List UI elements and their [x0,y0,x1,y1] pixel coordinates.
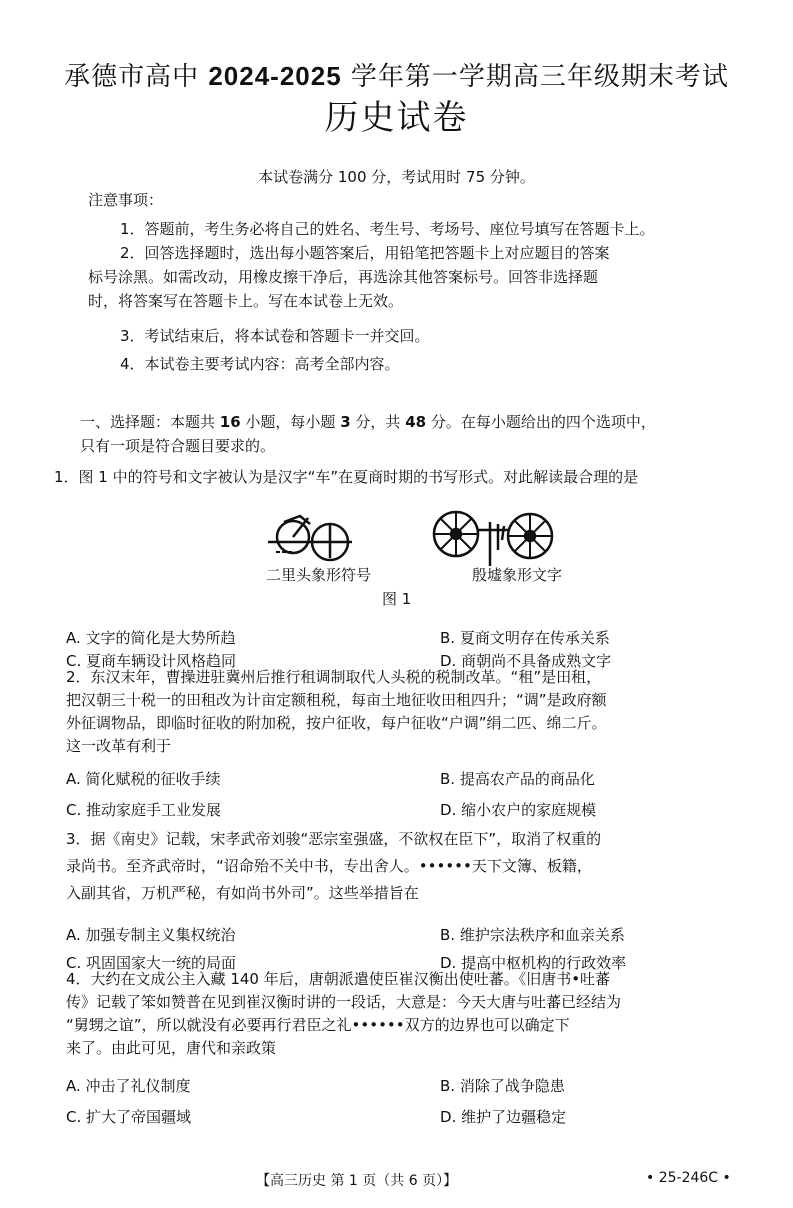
yinxu-chariot-icon [434,512,552,566]
exam-code: • 25-246C • [646,1170,731,1186]
page-footer: 【高三历史 第 1 页（共 6 页）】 [256,1173,458,1189]
q1-stem: 1．图 1 中的符号和文字被认为是汉字“车”在夏商时期的书写形式。对此解读最合理的是 [54,468,639,486]
figure-caption: 图 1 [382,590,412,608]
notice-2-cont: 标号涂黑。如需改动，用橡皮擦干净后，再选涂其他答案标号。回答非选择题 [88,268,599,286]
q3-option-c: C. 巩固国家大一统的局面 [66,954,237,972]
q2-line-4: 这一改革有利于 [66,737,172,755]
q2-option-c: C. 推动家庭手工业发展 [66,801,222,819]
q4-line-1: 4．大约在文成公主入藏 140 年后，唐朝派遣使臣崔汉衡出使吐蕃。《旧唐书•吐蕃 [66,970,611,988]
notice-2: 2．回答选择题时，选出每小题答案后，用铅笔把答题卡上对应题目的答案 [120,244,610,262]
chariot-figure [258,500,558,572]
q1-option-c: C. 夏商车辆设计风格趋同 [66,652,237,670]
notice-heading: 注意事项： [88,191,164,209]
q4-line-3: “舅甥之谊”，所以就没有必要再行君臣之礼••••••双方的边界也可以确定下 [66,1016,570,1034]
q2-option-d: D. 缩小农户的家庭规模 [440,801,597,819]
q2-line-2: 把汉朝三十税一的田租改为计亩定额租税，每亩土地征收田租四升；“调”是政府额 [66,691,607,709]
q1-option-d: D. 商朝尚不具备成熟文字 [440,652,612,670]
q4-option-a: A. 冲击了礼仪制度 [66,1077,191,1095]
q4-line-4: 来了。由此可见，唐代和亲政策 [66,1039,277,1057]
q3-option-b: B. 维护宗法秩序和血亲关系 [440,926,625,944]
notice-2-end: 时，将答案写在答题卡上。写在本试卷上无效。 [88,292,404,310]
exam-title: 承德市高中 2024-2025 学年第一学期高三年级期末考试 [64,61,729,92]
q3-line-3: 入副其省，万机严秘，有如尚书外司”。这些举措旨在 [66,884,419,902]
notice-4: 4．本试卷主要考试内容：高考全部内容。 [120,355,400,373]
section-heading: 一、选择题：本题共 16 小题，每小题 3 分，共 48 分。在每小题给出的四个选项中， [80,413,656,431]
exam-subtitle: 历史试卷 [324,98,469,138]
figure-label-yinxu: 殷墟象形文字 [472,566,563,584]
q4-option-b: B. 消除了战争隐患 [440,1077,565,1095]
q2-line-3: 外征调物品，即临时征收的附加税，按户征收，每户征收“户调”绢二匹、绵二斤。 [66,714,607,732]
q1-option-a: A. 文字的简化是大势所趋 [66,629,236,647]
q2-option-b: B. 提高农产品的商品化 [440,770,595,788]
q4-option-c: C. 扩大了帝国疆域 [66,1108,192,1126]
q3-option-a: A. 加强专制主义集权统治 [66,926,236,944]
q3-line-2: 录尚书。至齐武帝时，“诏命殆不关中书，专出舍人。••••••天下文簿、板籍， [66,857,592,875]
section-heading-2: 只有一项是符合题目要求的。 [80,437,276,455]
q1-option-b: B. 夏商文明存在传承关系 [440,629,610,647]
q4-option-d: D. 维护了边疆稳定 [440,1108,567,1126]
erlitou-chariot-icon [268,516,352,560]
figure-label-erlitou: 二里头象形符号 [266,566,372,584]
notice-1: 1．答题前，考生务必将自己的姓名、考生号、考场号、座位号填写在答题卡上。 [120,220,655,238]
q2-line-1: 2．东汉末年，曹操进驻冀州后推行租调制取代人头税的税制改革。“租”是田租， [66,668,602,686]
q3-line-1: 3．据《南史》记载，宋孝武帝刘骏“恶宗室强盛，不欲权在臣下”，取消了权重的 [66,830,602,848]
q2-option-a: A. 简化赋税的征收手续 [66,770,221,788]
score-line: 本试卷满分 100 分，考试用时 75 分钟。 [258,168,535,186]
q4-line-2: 传》记载了笨如赞普在见到崔汉衡时讲的一段话，大意是：今天大唐与吐蕃已经结为 [66,993,622,1011]
notice-3: 3．考试结束后，将本试卷和答题卡一并交回。 [120,327,430,345]
q3-option-d: D. 提高中枢机构的行政效率 [440,954,627,972]
